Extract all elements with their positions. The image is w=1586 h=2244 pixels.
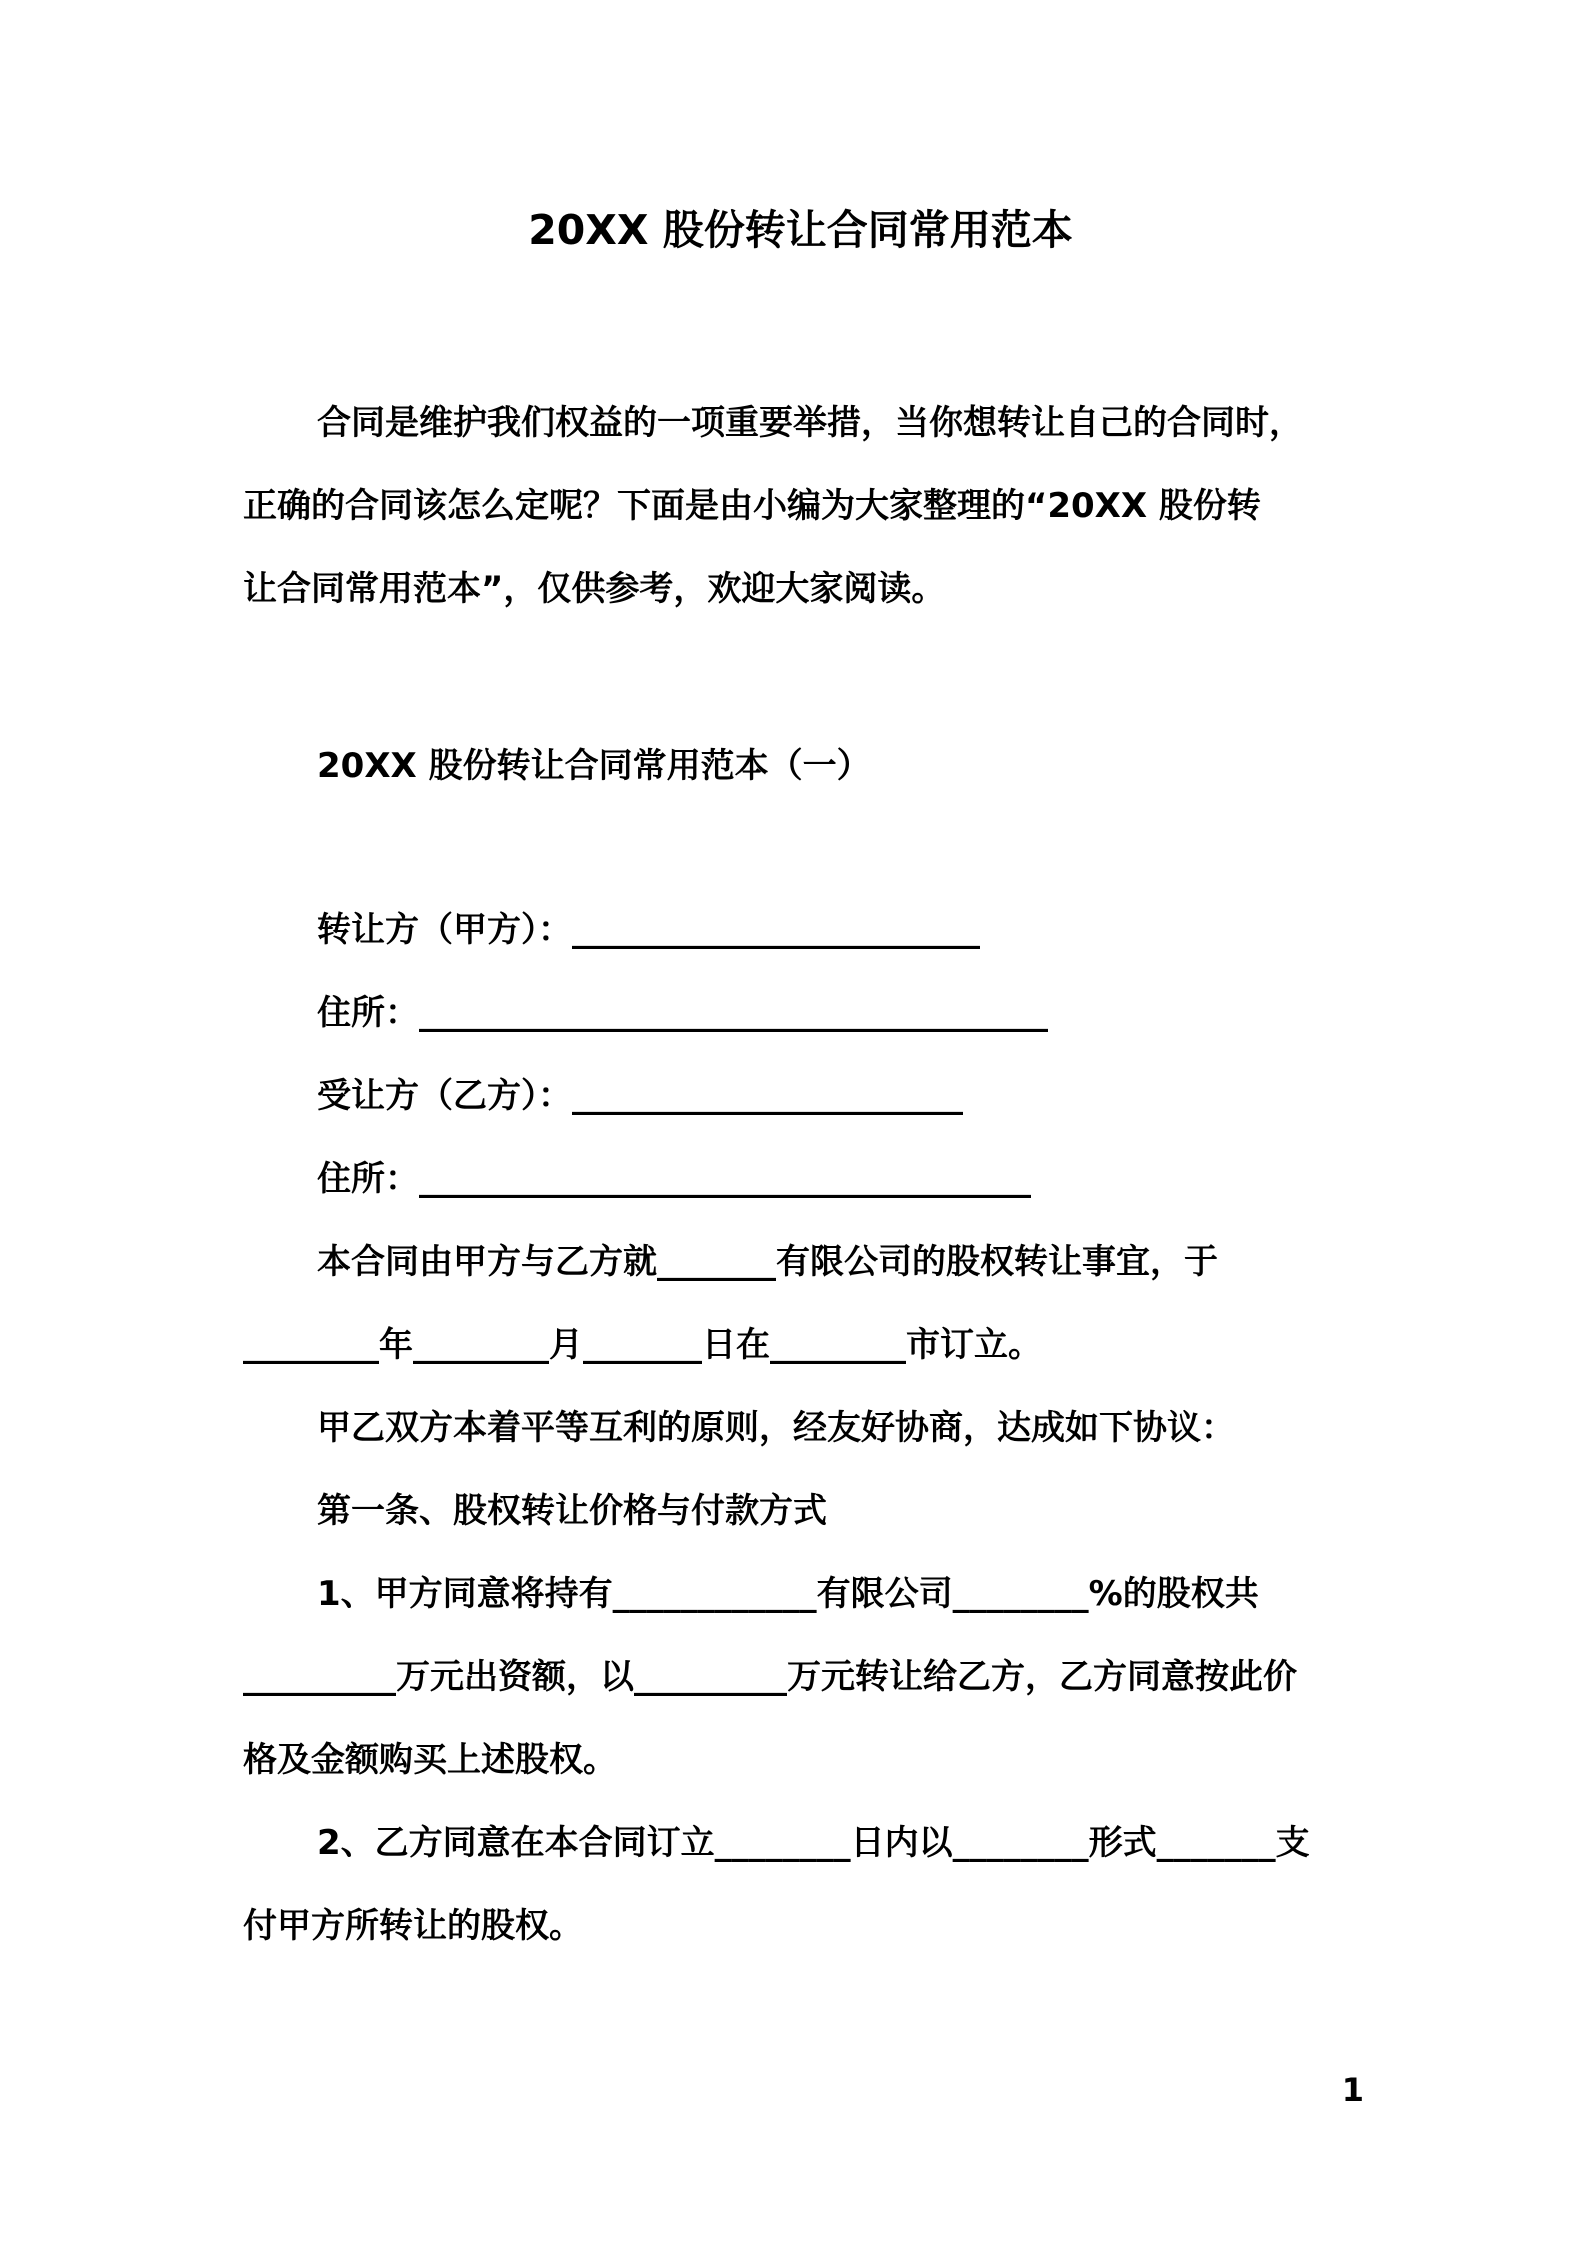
section-one-heading: 20XX 股份转让合同常用范本（一） bbox=[317, 746, 871, 786]
document-title: 20XX 股份转让合同常用范本 bbox=[528, 206, 1073, 254]
page-number: 1 bbox=[1341, 2071, 1364, 2109]
mutual-agreement-line: 甲乙双方本着平等互利的原则，经友好协商，达成如下协议： bbox=[317, 1408, 1235, 1448]
clause-1-line-2: _________万元出资额，以_________万元转让给乙方，乙方同意按此价 bbox=[243, 1657, 1297, 1697]
preamble-line-2: ________年________月_______日在________市订立。 bbox=[243, 1325, 1042, 1365]
intro-line-2: 正确的合同该怎么定呢？下面是由小编为大家整理的“20XX 股份转 bbox=[243, 486, 1261, 526]
transferor-line: 转让方（甲方）：________________________ bbox=[317, 910, 980, 950]
preamble-line-1: 本合同由甲方与乙方就_______有限公司的股权转让事宜，于 bbox=[317, 1242, 1218, 1282]
clause-1-line-3: 格及金额购买上述股权。 bbox=[243, 1740, 617, 1780]
intro-line-1: 合同是维护我们权益的一项重要举措，当你想转让自己的合同时， bbox=[317, 403, 1303, 443]
article-1-heading: 第一条、股权转让价格与付款方式 bbox=[317, 1491, 827, 1531]
clause-1-line-1: 1、甲方同意将持有____________有限公司________%的股权共 bbox=[317, 1574, 1259, 1614]
clause-2-line-2: 付甲方所转让的股权。 bbox=[243, 1906, 583, 1946]
intro-line-3: 让合同常用范本”，仅供参考，欢迎大家阅读。 bbox=[243, 569, 946, 609]
transferee-line: 受让方（乙方）：_______________________ bbox=[317, 1076, 963, 1116]
transferee-address-line: 住所：____________________________________ bbox=[317, 1159, 1031, 1199]
transferor-address-line: 住所：_____________________________________ bbox=[317, 993, 1048, 1033]
clause-2-line-1: 2、乙方同意在本合同订立________日内以________形式_______支 bbox=[317, 1823, 1310, 1863]
